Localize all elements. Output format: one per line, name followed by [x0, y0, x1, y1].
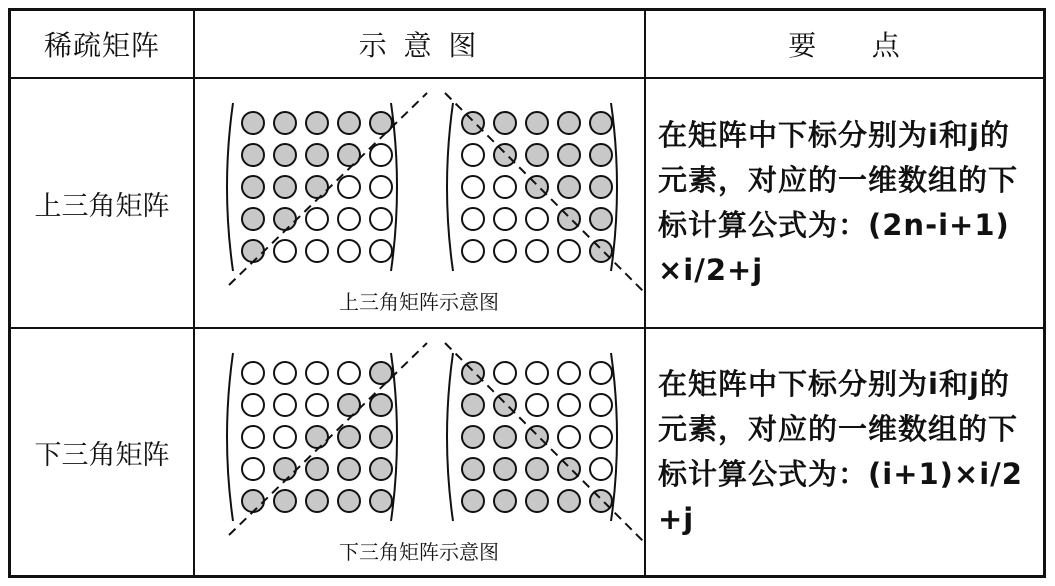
right-matrix-element [590, 144, 612, 166]
left-matrix-element [242, 208, 264, 230]
right-matrix-bracket-left [447, 353, 453, 521]
right-matrix-element [462, 490, 484, 512]
right-matrix-element [590, 458, 612, 480]
left-matrix-element [338, 176, 360, 198]
left-matrix-element [306, 458, 328, 480]
left-matrix-element [242, 458, 264, 480]
right-matrix-element [462, 458, 484, 480]
right-matrix-element [462, 176, 484, 198]
right-matrix-element [526, 458, 548, 480]
right-matrix-element [494, 490, 516, 512]
right-matrix-element [558, 176, 580, 198]
right-matrix-element [494, 394, 516, 416]
right-matrix-element [494, 240, 516, 262]
right-matrix-element [462, 240, 484, 262]
right-matrix-element [590, 176, 612, 198]
header-sparse-matrix: 稀疏矩阵 [43, 29, 160, 62]
lower-triangular-diagram [195, 329, 644, 575]
right-matrix-element [462, 208, 484, 230]
row-name-upper-triangular: 上三角矩阵 [34, 190, 170, 222]
left-matrix-element [338, 490, 360, 512]
left-matrix-element [242, 112, 264, 134]
right-matrix-element [526, 208, 548, 230]
left-matrix-element [338, 426, 360, 448]
left-matrix-element [274, 240, 296, 262]
right-matrix-element [494, 458, 516, 480]
right-matrix-element [462, 112, 484, 134]
left-matrix-element [306, 394, 328, 416]
right-matrix-element [558, 240, 580, 262]
right-matrix-element [494, 144, 516, 166]
right-matrix-element [558, 208, 580, 230]
left-matrix-element [274, 112, 296, 134]
left-matrix-element [370, 426, 392, 448]
right-matrix-element [462, 144, 484, 166]
left-matrix-element [274, 490, 296, 512]
upper-triangular-diagram [195, 79, 644, 327]
left-matrix-element [370, 112, 392, 134]
left-matrix-element [242, 426, 264, 448]
left-matrix-element [370, 144, 392, 166]
lower-triangular-diagram-svg [195, 329, 644, 575]
right-matrix-bracket-left [447, 103, 453, 271]
right-matrix-element [462, 362, 484, 384]
right-matrix-element [526, 176, 548, 198]
right-matrix-element [558, 490, 580, 512]
left-matrix-element [338, 458, 360, 480]
right-matrix-element [526, 394, 548, 416]
right-matrix-element [494, 426, 516, 448]
left-matrix-element [274, 176, 296, 198]
right-matrix-element [462, 426, 484, 448]
left-matrix-element [338, 362, 360, 384]
right-matrix-element [558, 394, 580, 416]
left-matrix-element [370, 458, 392, 480]
left-matrix-element [306, 240, 328, 262]
sparse-matrix-table [8, 8, 1046, 578]
right-matrix-element [590, 362, 612, 384]
right-matrix-element [526, 112, 548, 134]
header-key-points: 要 点 [788, 29, 904, 62]
left-matrix-element [306, 426, 328, 448]
right-matrix-element [558, 362, 580, 384]
right-matrix-element [590, 426, 612, 448]
left-matrix-element [242, 362, 264, 384]
diagram-caption: 下三角矩阵示意图 [339, 540, 499, 564]
left-matrix-element [274, 362, 296, 384]
left-matrix-element [338, 112, 360, 134]
left-matrix-element [370, 208, 392, 230]
left-matrix-element [306, 144, 328, 166]
upper-triangular-diagram-svg [195, 79, 644, 327]
right-matrix-element [462, 394, 484, 416]
left-matrix-element [306, 208, 328, 230]
right-matrix-element [526, 490, 548, 512]
right-matrix-element [558, 426, 580, 448]
left-matrix-element [242, 144, 264, 166]
left-matrix-element [338, 144, 360, 166]
left-matrix-element [274, 394, 296, 416]
left-matrix-element [306, 112, 328, 134]
left-matrix-element [242, 394, 264, 416]
right-matrix-element [494, 208, 516, 230]
right-matrix-element [526, 362, 548, 384]
header-diagram: 示 意 图 [358, 29, 481, 62]
left-matrix-element [274, 208, 296, 230]
left-matrix-bracket-left [227, 353, 233, 521]
left-matrix-element [370, 490, 392, 512]
left-matrix-element [338, 208, 360, 230]
left-matrix-element [370, 362, 392, 384]
right-matrix-element [590, 240, 612, 262]
right-matrix-element [494, 176, 516, 198]
left-matrix-element [370, 394, 392, 416]
left-matrix-element [242, 176, 264, 198]
right-matrix-element [590, 112, 612, 134]
diagram-caption: 上三角矩阵示意图 [339, 290, 499, 314]
right-matrix-element [526, 144, 548, 166]
right-matrix-element [558, 112, 580, 134]
right-matrix-element [494, 362, 516, 384]
left-matrix-element [338, 240, 360, 262]
lower-triangular-key-points: 在矩阵中下标分别为i和j的元素，对应的一维数组的下标计算公式为：(i+1)×i/2+j [658, 367, 1023, 536]
right-matrix-element [558, 144, 580, 166]
left-matrix-element [338, 394, 360, 416]
right-matrix-element [590, 208, 612, 230]
left-matrix-element [274, 426, 296, 448]
left-matrix-element [370, 240, 392, 262]
left-matrix-element [306, 362, 328, 384]
right-matrix-element [590, 490, 612, 512]
right-matrix-element [494, 112, 516, 134]
right-matrix-element [590, 394, 612, 416]
right-matrix-element [558, 458, 580, 480]
left-matrix-element [370, 176, 392, 198]
right-matrix-element [526, 240, 548, 262]
left-matrix-bracket-left [227, 103, 233, 271]
left-matrix-element [274, 144, 296, 166]
left-matrix-element [274, 458, 296, 480]
left-matrix-element [306, 490, 328, 512]
upper-triangular-key-points: 在矩阵中下标分别为i和j的元素，对应的一维数组的下标计算公式为：(2n-i+1)×i/2+j [658, 118, 1019, 287]
row-name-lower-triangular: 下三角矩阵 [34, 439, 170, 471]
left-matrix-element [306, 176, 328, 198]
left-matrix-element [242, 240, 264, 262]
right-matrix-element [526, 426, 548, 448]
left-matrix-element [242, 490, 264, 512]
